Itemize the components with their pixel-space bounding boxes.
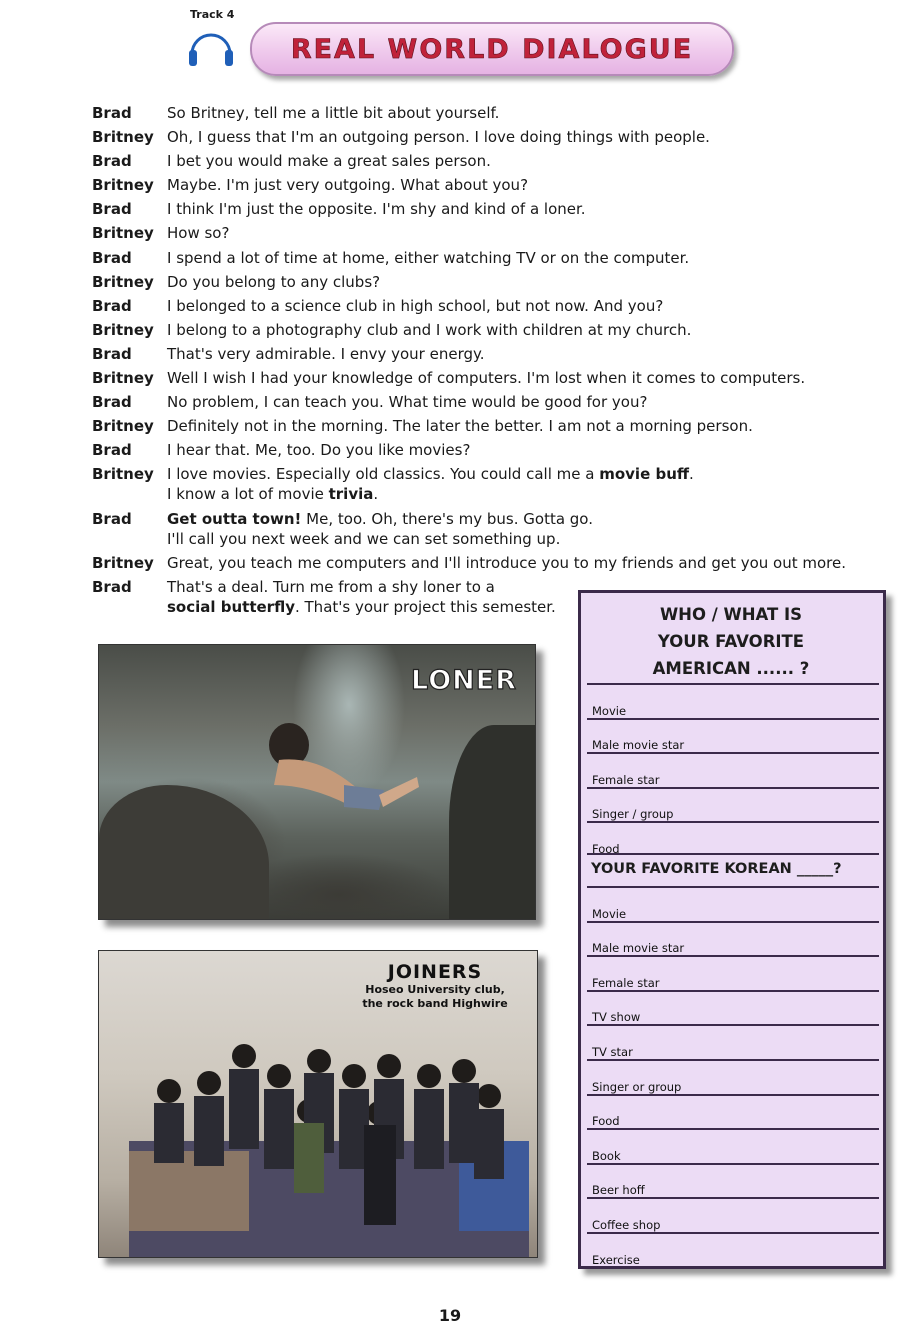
speaker-name: Britney xyxy=(92,128,154,147)
joiners-caption xyxy=(335,961,535,1011)
dialogue-line xyxy=(92,175,882,195)
favorite-row[interactable] xyxy=(587,718,879,755)
speech-segment: I know a lot of movie xyxy=(167,485,329,504)
favorite-row[interactable] xyxy=(587,787,879,824)
section-title: REAL WORLD DIALOGUE xyxy=(290,33,694,65)
speech-segment: I hear that. Me, too. Do you like movies? xyxy=(167,441,471,460)
speaker-name: Brad xyxy=(92,441,132,460)
dialogue-line xyxy=(92,272,882,292)
favorite-row[interactable] xyxy=(587,990,879,1027)
joiners-caption-line: Hoseo University club, xyxy=(365,983,505,996)
korean-title: YOUR FAVORITE KOREAN _____? xyxy=(591,861,842,877)
favorite-row[interactable] xyxy=(587,955,879,992)
speech-segment: . xyxy=(689,465,694,484)
speech-text xyxy=(167,151,491,171)
speech-segment: Do you belong to any clubs? xyxy=(167,272,381,291)
track-label: Track 4 xyxy=(190,8,235,21)
favorite-row-label: Exercise xyxy=(592,1252,640,1267)
speech-segment: I belonged to a science club in high school, but not now. And you? xyxy=(167,296,664,315)
joiners-photo xyxy=(98,950,538,1258)
section-title-banner xyxy=(250,22,734,76)
favorite-row-label: Female star xyxy=(592,772,660,787)
loner-label: LONER xyxy=(410,665,517,696)
person-figure xyxy=(249,715,419,825)
dialogue xyxy=(92,103,882,621)
group-figures xyxy=(129,1021,529,1257)
speech-segment: I think I'm just the opposite. I'm shy and kind of a loner. xyxy=(167,200,586,219)
dialogue-line xyxy=(92,344,882,364)
speech-segment: I'll call you next week and we can set something up. xyxy=(167,529,561,548)
dialogue-line xyxy=(92,553,882,573)
dialogue-line xyxy=(92,440,882,460)
speech-text xyxy=(167,199,586,219)
loner-photo xyxy=(98,644,536,920)
american-title-line: YOUR FAVORITE xyxy=(657,632,805,651)
dialogue-line xyxy=(92,320,882,340)
speaker-name: Brad xyxy=(92,296,132,315)
speech-text xyxy=(167,320,691,340)
section-divider xyxy=(587,853,879,855)
vocabulary-term: trivia xyxy=(328,485,374,504)
favorite-row-label: Food xyxy=(592,841,620,856)
favorite-row[interactable] xyxy=(587,1128,879,1165)
speech-text xyxy=(167,440,470,460)
joiners-caption-line: the rock band Highwire xyxy=(362,997,508,1010)
speech-text xyxy=(167,272,380,292)
american-title-line: WHO / WHAT IS xyxy=(659,605,803,624)
speech-segment: I spend a lot of time at home, either watching TV or on the computer. xyxy=(167,248,690,267)
speech-text xyxy=(167,392,647,412)
speech-segment: Definitely not in the morning. The later the better. I am not a morning person. xyxy=(167,417,753,436)
joiners-title: JOINERS xyxy=(387,961,483,983)
american-title-line: AMERICAN ...... ? xyxy=(652,659,810,678)
favorite-row-label: Food xyxy=(592,1114,620,1129)
dialogue-line xyxy=(92,509,882,549)
favorite-row-label: Male movie star xyxy=(592,738,685,753)
favorite-row-label: Coffee shop xyxy=(592,1217,661,1232)
speech-text xyxy=(167,577,556,617)
vocabulary-term: movie buff xyxy=(599,465,690,484)
favorite-row[interactable] xyxy=(587,886,879,923)
page-number: 19 xyxy=(438,1306,462,1325)
vocabulary-term: Get outta town! xyxy=(167,509,302,528)
speaker-name: Brad xyxy=(92,509,132,528)
favorite-row-label: Movie xyxy=(592,703,627,718)
dialogue-line xyxy=(92,127,882,147)
vocabulary-term: social butterfly xyxy=(167,597,295,616)
speaker-name: Britney xyxy=(92,417,154,436)
speech-text xyxy=(167,368,805,388)
favorite-row-label: TV show xyxy=(592,1010,641,1025)
dialogue-line xyxy=(92,248,882,268)
speaker-name: Britney xyxy=(92,320,154,339)
favorite-row[interactable] xyxy=(587,1197,879,1234)
favorite-row-label: Singer or group xyxy=(592,1079,682,1094)
favorite-row[interactable] xyxy=(587,1163,879,1200)
speech-segment: Me, too. Oh, there's my bus. Gotta go. xyxy=(301,509,593,528)
favorite-row-label: Male movie star xyxy=(592,941,685,956)
favorite-row-label: Beer hoff xyxy=(592,1183,645,1198)
speech-text xyxy=(167,175,528,195)
speech-text xyxy=(167,127,710,147)
speaker-name: Brad xyxy=(92,200,132,219)
speaker-name: Brad xyxy=(92,152,132,171)
speech-text xyxy=(167,223,229,243)
favorite-row[interactable] xyxy=(587,1059,879,1096)
favorite-row-label: TV star xyxy=(592,1044,633,1059)
speech-segment: No problem, I can teach you. What time would be good for you? xyxy=(167,393,648,412)
speaker-name: Brad xyxy=(92,577,132,596)
favorite-row-label: Movie xyxy=(592,906,627,921)
speaker-name: Brad xyxy=(92,248,132,267)
speech-segment: That's a deal. Turn me from a shy loner to a xyxy=(167,577,495,596)
speech-text xyxy=(167,248,689,268)
speech-text xyxy=(167,344,485,364)
speaker-name: Britney xyxy=(92,272,154,291)
speaker-name: Britney xyxy=(92,553,154,572)
dialogue-line xyxy=(92,223,882,243)
speech-text xyxy=(167,103,499,123)
favorite-row[interactable] xyxy=(587,921,879,958)
speech-segment: Great, you teach me computers and I'll introduce you to my friends and get you out more. xyxy=(167,553,847,572)
speaker-name: Britney xyxy=(92,369,154,388)
speech-segment: . xyxy=(373,485,379,504)
dialogue-line xyxy=(92,296,882,316)
favorite-row[interactable] xyxy=(587,752,879,789)
speech-text xyxy=(167,296,663,316)
headphones-icon xyxy=(186,22,236,72)
dialogue-line xyxy=(92,199,882,219)
dialogue-line xyxy=(92,368,882,388)
favorite-row[interactable] xyxy=(587,683,879,720)
favorite-row-label: Book xyxy=(592,1148,621,1163)
speech-segment: I love movies. Especially old classics. You could call me a xyxy=(167,465,600,484)
speech-segment: How so? xyxy=(167,224,230,243)
speech-segment: So Britney, tell me a little bit about yourself. xyxy=(167,104,500,122)
speech-segment: I bet you would make a great sales person. xyxy=(167,152,491,171)
speech-text xyxy=(167,416,753,436)
speech-segment: . That's your project this semester. xyxy=(294,597,556,616)
favorite-row[interactable] xyxy=(587,1094,879,1131)
speech-segment: Maybe. I'm just very outgoing. What about you? xyxy=(167,176,529,195)
dialogue-line xyxy=(92,392,882,412)
favorite-row-label: Female star xyxy=(592,975,660,990)
dialogue-line xyxy=(92,151,882,171)
speech-segment: I belong to a photography club and I work with children at my church. xyxy=(167,320,692,339)
speech-segment: That's very admirable. I envy your energy. xyxy=(167,344,485,363)
american-title xyxy=(631,601,831,682)
speaker-name: Britney xyxy=(92,465,154,484)
favorite-row[interactable] xyxy=(587,1232,879,1269)
dialogue-line xyxy=(92,103,882,123)
dialogue-line xyxy=(92,416,882,436)
speaker-name: Brad xyxy=(92,104,132,122)
speaker-name: Britney xyxy=(92,176,154,195)
favorite-row[interactable] xyxy=(587,1024,879,1061)
rock-shape xyxy=(99,785,269,919)
speaker-name: Brad xyxy=(92,344,132,363)
speech-segment: Oh, I guess that I'm an outgoing person. I love doing things with people. xyxy=(167,128,710,147)
speaker-name: Britney xyxy=(92,224,154,243)
speech-text xyxy=(167,509,593,549)
dialogue-line xyxy=(92,464,882,504)
rock-shape xyxy=(449,725,536,919)
speech-text xyxy=(167,553,846,573)
speech-segment: Well I wish I had your knowledge of computers. I'm lost when it comes to computers. xyxy=(167,369,806,388)
favorite-row-label: Singer / group xyxy=(592,807,674,822)
favorites-worksheet xyxy=(578,590,886,1269)
speaker-name: Brad xyxy=(92,393,132,412)
speech-text xyxy=(167,464,694,504)
